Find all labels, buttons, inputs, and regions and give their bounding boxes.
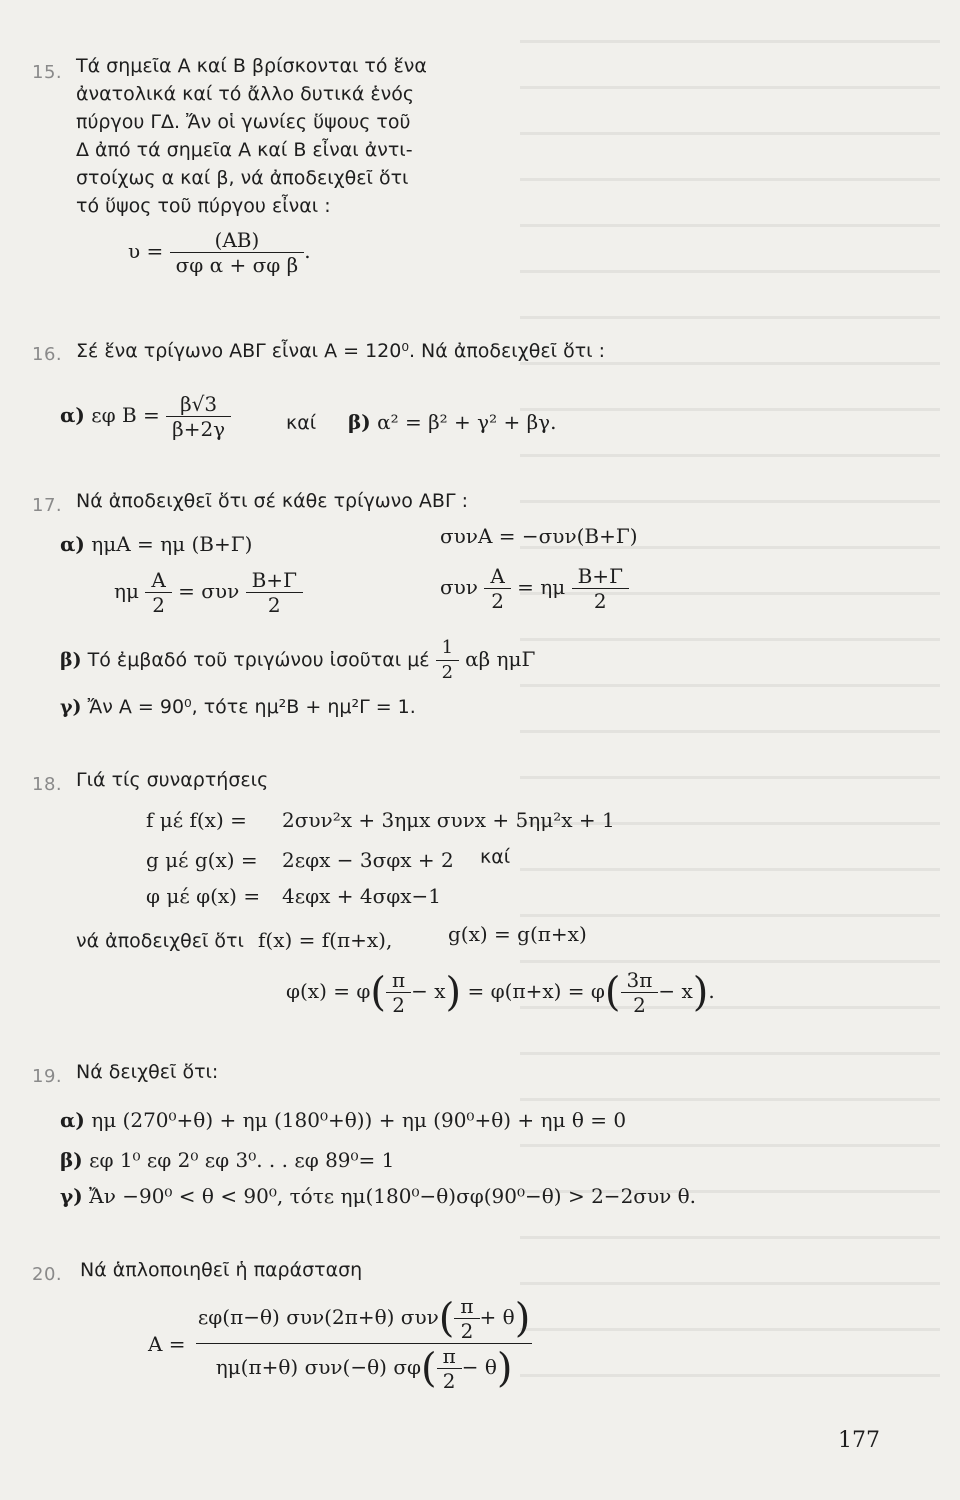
fraction-numerator: (ΑΒ) — [170, 228, 305, 253]
exercise-15-line: ἀνατολικά καί τό ἄλλο δυτικά ἑνός — [76, 83, 415, 105]
exercise-16-part-a — [60, 392, 231, 441]
function-f-label: f μέ f(x) = — [146, 808, 247, 832]
fraction-numerator: π — [454, 1294, 479, 1319]
formula-text: ημ(π+θ) συν(−θ) σφ — [215, 1355, 421, 1379]
exercise-15-line: Δ ἀπό τά σημεῖα Α καί Β εἶναι ἀντι- — [76, 139, 413, 161]
exercise-20-text: Νά ἁπλοποιηθεῖ ἡ παράσταση — [80, 1259, 363, 1281]
fraction-numerator: π — [437, 1344, 462, 1369]
exercise-number-16: 16. — [32, 344, 63, 365]
exercise-20-expression — [148, 1294, 532, 1393]
fraction — [170, 228, 305, 277]
exercise-15-text — [76, 52, 496, 220]
fraction-numerator: 1 — [436, 636, 459, 661]
exercise-number-19: 19. — [32, 1066, 63, 1087]
formula-text: = ημ — [517, 575, 566, 599]
exercise-19-part-b — [60, 1148, 394, 1172]
part-label: β) — [60, 649, 82, 671]
formula-text: − θ — [461, 1355, 497, 1379]
exercise-15-line: Τά σημεῖα Α καί Β βρίσκονται τό ἕνα — [76, 55, 427, 77]
function-g-label: g μέ g(x) = — [146, 848, 258, 872]
formula-lhs: εφ Β = — [91, 403, 160, 427]
exercise-17-text: Νά ἀποδειχθεῖ ὅτι σέ κάθε τρίγωνο ΑΒΓ : — [76, 490, 468, 512]
exercise-17-part-a — [60, 532, 252, 556]
function-g-formula: 2εφx − 3σφx + 2 — [282, 848, 454, 872]
exercise-18-text: Γιά τίς συναρτήσεις — [76, 769, 269, 791]
conjunction: καί — [286, 412, 317, 434]
conjunction: καί — [480, 846, 511, 868]
part-label: β) — [348, 410, 371, 434]
page-number: 177 — [838, 1428, 880, 1453]
exercise-16-part-b — [348, 410, 556, 434]
fraction — [454, 1294, 479, 1343]
part-label: α) — [60, 532, 85, 556]
main-fraction — [196, 1294, 532, 1393]
formula-text: − x — [658, 979, 693, 1003]
fraction-numerator: Β+Γ — [572, 564, 629, 589]
formula-text: φ(x) = φ — [286, 979, 371, 1003]
formula-text: = συν — [178, 579, 240, 603]
part-text: Ἄν Α = 90⁰, τότε ημ²Β + ημ²Γ = 1. — [87, 696, 416, 718]
exercise-15-formula — [128, 228, 311, 277]
right-paren: ) — [445, 969, 462, 1016]
function-phi-formula: 4εφx + 4σφx−1 — [282, 884, 441, 908]
exercise-19-text: Νά δειχθεῖ ὅτι: — [76, 1061, 219, 1083]
exercise-16-text: Σέ ἕνα τρίγωνο ΑΒΓ εἶναι Α = 120⁰. Νά ἀποδειχθεῖ ὅτι : — [76, 340, 606, 362]
exercise-18-prove: νά ἀποδειχθεῖ ὅτι — [76, 930, 244, 952]
fraction-denominator: 2 — [442, 1369, 456, 1393]
formula-text: = φ(π+x) = φ — [467, 979, 605, 1003]
exercise-number-20: 20. — [32, 1264, 63, 1285]
exercise-17-part-b — [60, 636, 535, 685]
formula-text: ημ — [114, 579, 139, 603]
fraction-numerator: Α — [145, 568, 171, 593]
left-paren: ( — [370, 969, 386, 1016]
fraction — [246, 568, 303, 617]
right-paren: ) — [514, 1295, 531, 1342]
part-label: α) — [60, 1108, 85, 1132]
left-paren: ( — [604, 969, 621, 1016]
fraction — [166, 392, 231, 441]
fraction-numerator: π — [386, 968, 411, 993]
formula: συνΑ = −συν(Β+Γ) — [440, 524, 638, 548]
left-paren: ( — [420, 1345, 437, 1392]
exercise-17-half-angle-1 — [114, 568, 303, 617]
formula-text: εφ(π−θ) συν(2π+θ) συν — [197, 1305, 439, 1329]
fraction — [572, 564, 629, 613]
formula-lhs: υ = — [128, 239, 164, 263]
left-paren: ( — [438, 1295, 455, 1342]
part-text: Τό ἐμβαδό τοῦ τριγώνου ἰσοῦται μέ — [87, 649, 430, 671]
formula: Ἄν −90⁰ < θ < 90⁰, τότε ημ(180⁰−θ)σφ(90⁰−θ) > 2−2συν θ. — [89, 1184, 697, 1208]
fraction-numerator: Β+Γ — [246, 568, 303, 593]
identity-g: g(x) = g(π+x) — [448, 922, 587, 946]
exercise-19-part-a — [60, 1108, 626, 1132]
fraction-denominator: 2 — [267, 593, 281, 617]
fraction — [145, 568, 171, 617]
main-denominator — [196, 1344, 532, 1393]
fraction — [484, 564, 510, 613]
formula: ημ (270⁰+θ) + ημ (180⁰+θ)) + ημ (90⁰+θ) + ημ θ = 0 — [91, 1108, 627, 1132]
main-numerator — [196, 1294, 532, 1344]
formula-tail: . — [304, 239, 311, 263]
formula-text: + θ — [479, 1305, 515, 1329]
formula: ημΑ = ημ (Β+Γ) — [91, 532, 253, 556]
formula: αβ ημΓ — [465, 647, 536, 671]
fraction-denominator: 2 — [633, 993, 646, 1017]
exercise-19-part-c — [60, 1184, 696, 1208]
exercise-number-17: 17. — [32, 495, 63, 516]
right-paren: ) — [692, 969, 709, 1016]
exercise-number-15: 15. — [32, 62, 63, 83]
fraction-denominator: 2 — [152, 593, 165, 617]
fraction-denominator: 2 — [491, 589, 504, 613]
part-label: β) — [60, 1148, 83, 1172]
fraction — [386, 968, 411, 1017]
identity-phi — [286, 968, 715, 1017]
function-f-formula: 2συν²x + 3ημx συνx + 5ημ²x + 1 — [282, 808, 615, 832]
part-label: α) — [60, 403, 85, 427]
fraction-denominator: β+2γ — [172, 417, 226, 441]
part-label: γ) — [60, 696, 82, 718]
exercise-number-18: 18. — [32, 774, 63, 795]
exercise-17-part-c — [60, 696, 416, 718]
fraction-denominator: 2 — [392, 993, 405, 1017]
fraction — [621, 968, 659, 1017]
fraction — [436, 636, 459, 685]
fraction-denominator: 2 — [460, 1319, 474, 1343]
part-label: γ) — [60, 1184, 83, 1208]
formula: εφ 1⁰ εφ 2⁰ εφ 3⁰. . . εφ 89⁰= 1 — [89, 1148, 395, 1172]
identity-f: f(x) = f(π+x), — [258, 928, 393, 952]
fraction-denominator: σφ α + σφ β — [175, 253, 299, 277]
exercise-15-line: στοίχως α καί β, νά ἀποδειχθεῖ ὅτι — [76, 167, 409, 189]
right-paren: ) — [496, 1345, 513, 1392]
formula: α² = β² + γ² + βγ. — [377, 410, 557, 434]
exercise-15-line: τό ὕψος τοῦ πύργου εἶναι : — [76, 195, 331, 217]
formula-tail: . — [708, 979, 715, 1003]
exercise-15-line: πύργου ΓΔ. Ἄν οἱ γωνίες ὕψους τοῦ — [76, 111, 411, 133]
fraction-numerator: Α — [484, 564, 510, 589]
formula-text: − x — [411, 979, 446, 1003]
fraction-numerator: 3π — [621, 968, 659, 993]
fraction — [437, 1344, 462, 1393]
bleed-through-shadow — [520, 40, 940, 1420]
formula-lhs: Α = — [148, 1331, 186, 1356]
function-phi-label: φ μέ φ(x) = — [146, 884, 261, 908]
exercise-17-half-angle-2 — [440, 564, 629, 613]
fraction-denominator: 2 — [593, 589, 607, 613]
fraction-denominator: 2 — [441, 662, 454, 683]
fraction-numerator: β√3 — [166, 392, 231, 417]
formula-text: συν — [440, 575, 478, 599]
